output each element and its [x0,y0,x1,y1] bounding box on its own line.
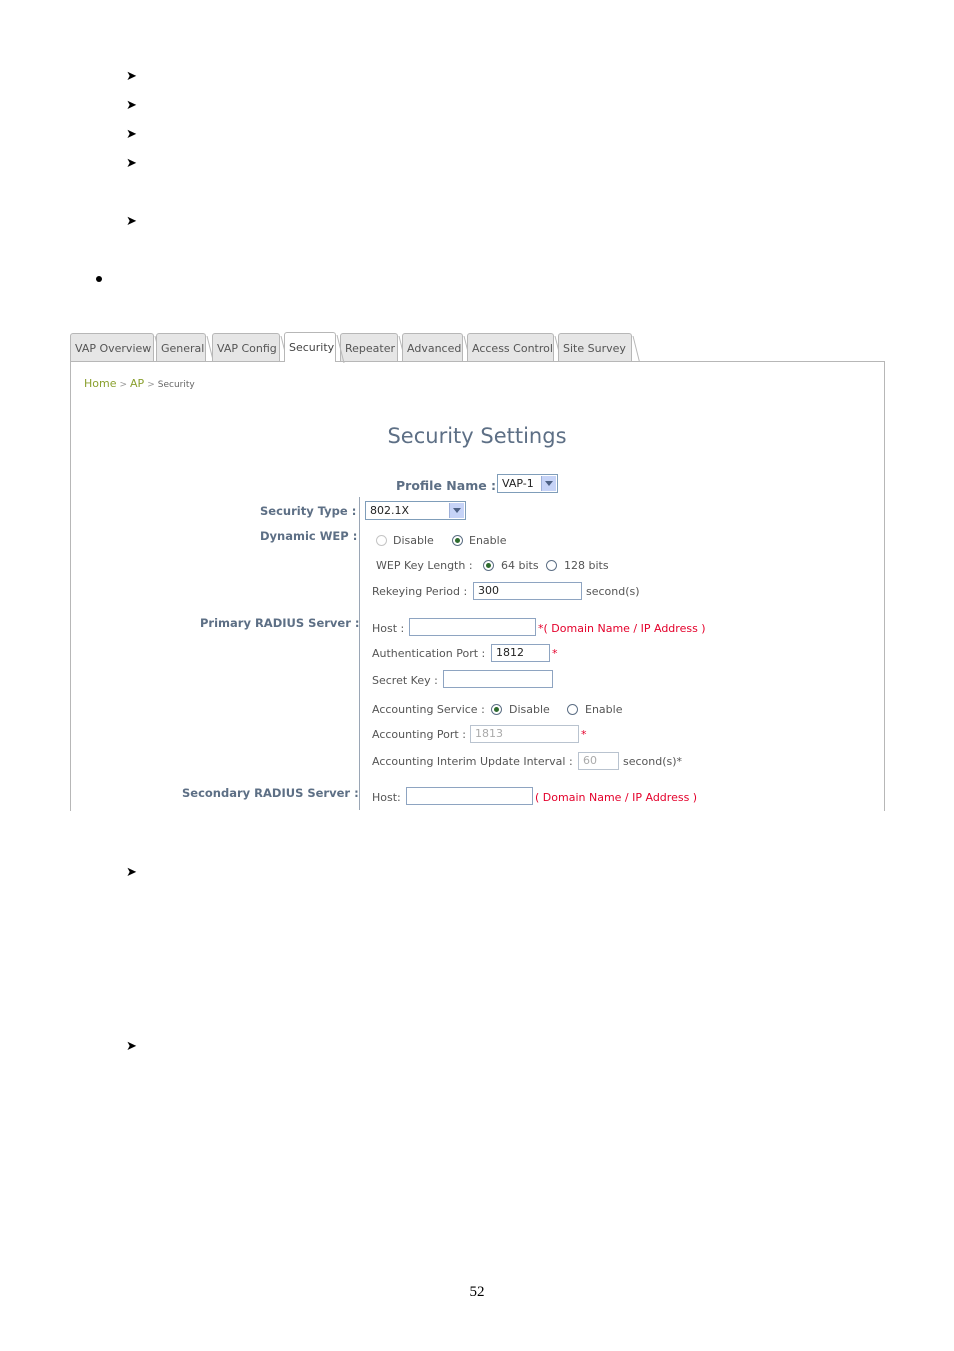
primary-host-label: Host : [372,622,405,635]
arrow-bullet-2: ➤ [126,98,137,113]
round-bullet [96,276,102,282]
primary-radius-label: Primary RADIUS Server : [200,616,360,630]
wep-disable-label: Disable [393,534,434,547]
interim-interval-input[interactable]: 60 [578,752,619,770]
wep-key-length-label: WEP Key Length : [376,559,473,572]
secondary-radius-label: Secondary RADIUS Server : [182,786,359,800]
secondary-host-hint: ( Domain Name / IP Address ) [535,791,698,804]
wep-disable-radio[interactable] [376,535,387,546]
secret-key-input[interactable] [443,670,553,688]
auth-port-input[interactable]: 1812 [491,644,550,662]
dynamic-wep-label: Dynamic WEP : [260,529,358,543]
accounting-port-input[interactable]: 1813 [470,725,579,743]
tab-repeater[interactable]: Repeater [340,333,398,361]
breadcrumb-home-link[interactable]: Home [84,377,117,390]
breadcrumb-current: Security [157,380,195,390]
accounting-port-label: Accounting Port : [372,728,466,741]
arrow-bullet-4: ➤ [126,156,137,171]
breadcrumb: Home > AP > Security [84,377,195,390]
key-64-radio[interactable] [483,560,494,571]
auth-port-label: Authentication Port : [372,647,486,660]
accounting-port-required: * [581,728,587,741]
accounting-service-label: Accounting Service : [372,703,485,716]
accounting-enable-label: Enable [585,703,623,716]
primary-host-hint: *( Domain Name / IP Address ) [538,622,706,635]
tab-advanced[interactable]: Advanced [402,333,463,361]
column-divider [359,497,360,810]
profile-name-select[interactable]: VAP-1 [497,474,558,493]
arrow-bullet-5: ➤ [126,214,137,229]
key-128-label: 128 bits [564,559,609,572]
secondary-host-input[interactable] [406,787,533,805]
secondary-host-label: Host: [372,791,401,804]
secret-key-label: Secret Key : [372,674,438,687]
tab-security[interactable]: Security [284,332,336,362]
tab-access-control[interactable]: Access Control [467,333,554,361]
accounting-enable-radio[interactable] [567,704,578,715]
security-type-select[interactable]: 802.1X [365,501,466,520]
rekeying-unit: second(s) [586,585,640,598]
interim-interval-label: Accounting Interim Update Interval : [372,755,573,768]
tab-vap-config[interactable]: VAP Config [212,333,280,361]
tab-site-survey[interactable]: Site Survey [558,333,632,361]
arrow-bullet-3: ➤ [126,127,137,142]
arrow-bullet-6: ➤ [126,865,137,880]
page-title: Security Settings [387,424,567,448]
key-64-label: 64 bits [501,559,539,572]
rekeying-period-label: Rekeying Period : [372,585,468,598]
tab-general[interactable]: General [156,333,206,361]
key-128-radio[interactable] [546,560,557,571]
arrow-bullet-1: ➤ [126,69,137,84]
primary-host-input[interactable] [409,618,536,636]
security-type-label: Security Type : [260,504,357,518]
page-number: 52 [469,1284,485,1300]
accounting-disable-label: Disable [509,703,550,716]
auth-port-required: * [552,647,558,660]
interim-interval-unit: second(s)* [623,755,683,768]
rekeying-period-input[interactable]: 300 [473,582,582,600]
wep-enable-radio[interactable] [452,535,463,546]
arrow-bullet-7: ➤ [126,1039,137,1054]
tab-vap-overview[interactable]: VAP Overview [70,333,154,361]
chevron-down-icon [541,476,556,491]
profile-name-label: Profile Name : [396,478,497,493]
chevron-down-icon [449,503,464,518]
wep-enable-label: Enable [469,534,507,547]
breadcrumb-ap-link[interactable]: AP [130,377,145,390]
accounting-disable-radio[interactable] [491,704,502,715]
